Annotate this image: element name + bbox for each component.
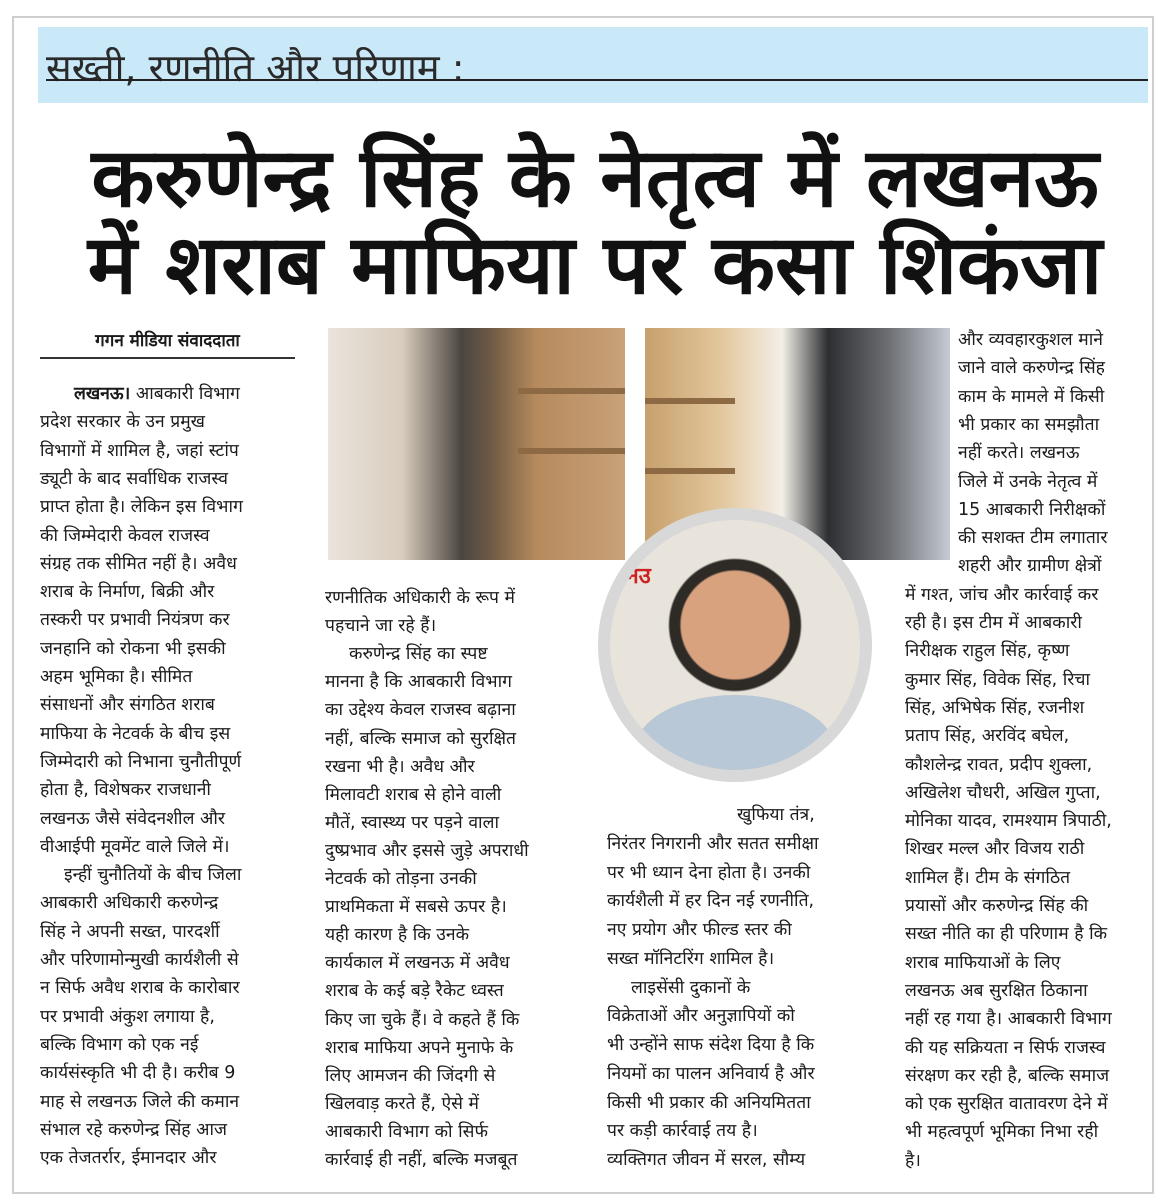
article-line: 15 आबकारी निरीक्षकों xyxy=(958,499,1106,520)
kicker-text: सख्ती, रणनीति और परिणाम : xyxy=(46,46,465,90)
article-line: प्राथमिकता में सबसे ऊपर है। xyxy=(325,897,507,918)
article-line: माफिया के नेटवर्क के बीच इस xyxy=(40,723,231,744)
article-line: बल्कि विभाग को एक नई xyxy=(40,1034,199,1055)
liquor-shop-inspection-photo xyxy=(328,328,625,560)
article-line: काम के मामले में किसी xyxy=(958,386,1105,407)
article-line: विक्रेताओं और अनुज्ञापियों को xyxy=(607,1006,795,1027)
background-sign-text: ब्रनउ xyxy=(614,564,651,589)
article-line: सख्त नीति का ही परिणाम है कि xyxy=(905,924,1108,945)
article-line: नहीं रह गया है। आबकारी विभाग xyxy=(905,1009,1112,1030)
portrait-shirt xyxy=(635,695,835,770)
article-line: खिलवाड़ करते हैं, ऐसे में xyxy=(325,1093,479,1114)
article-line: कौशलेन्द्र रावत, प्रदीप शुक्ला, xyxy=(905,754,1093,775)
article-line: व्यक्तिगत जीवन में सरल, सौम्य xyxy=(607,1150,806,1170)
article-line: शराब के कई बड़े रैकेट ध्वस्त xyxy=(325,981,504,1002)
article-line: वीआईपी मूवमेंट वाले जिले में। xyxy=(40,836,230,857)
article-line: नहीं करते। लखनऊ xyxy=(958,443,1080,464)
article-line: भी महत्वपूर्ण भूमिका निभा रही xyxy=(905,1122,1099,1143)
article-line: शहरी और ग्रामीण क्षेत्रों xyxy=(958,556,1102,577)
article-line: सिंह, अभिषेक सिंह, रजनीश xyxy=(905,697,1085,718)
article-line: नियमों का पालन अनिवार्य है और xyxy=(607,1063,815,1084)
kicker-rule xyxy=(46,79,1148,81)
article-line: है। xyxy=(905,1150,921,1171)
article-line: पर प्रभावी अंकुश लगाया है, xyxy=(40,1006,215,1027)
kicker-band xyxy=(38,27,1148,103)
article-line: और परिणामोन्मुखी कार्यशैली से xyxy=(40,950,239,970)
article-line: शराब माफिया अपने मुनाफे के xyxy=(325,1037,514,1058)
article-line: लाइसेंसी दुकानों के xyxy=(631,977,751,998)
shelf xyxy=(518,388,625,394)
article-line: पर कड़ी कार्रवाई तय है। xyxy=(607,1121,758,1142)
article-line: शिखर मल्ल और विजय राठी xyxy=(905,839,1085,860)
article-line: शामिल हैं। टीम के संगठित xyxy=(905,867,1071,888)
article-line: लिए आमजन की जिंदगी से xyxy=(325,1065,496,1086)
article-line: खुफिया तंत्र, xyxy=(737,805,815,825)
article-line: कार्यसंस्कृति भी दी है। करीब 9 xyxy=(40,1063,236,1084)
portrait-image xyxy=(610,520,860,770)
shelf xyxy=(645,398,735,404)
officer-portrait xyxy=(598,508,872,782)
article-line: करुणेन्द्र सिंह का स्पष्ट xyxy=(349,644,488,665)
article-line: निरंतर निगरानी और सतत समीक्षा xyxy=(607,833,819,854)
dateline: लखनऊ। xyxy=(74,384,131,404)
article-line: नहीं, बल्कि समाज को सुरक्षित xyxy=(325,728,517,749)
article-line: को एक सुरक्षित वातावरण देने में xyxy=(905,1094,1108,1115)
article-line: की जिम्मेदारी केवल राजस्व xyxy=(40,525,210,546)
article-line: प्रयासों और करुणेन्द्र सिंह की xyxy=(905,896,1089,916)
article-line: रणनीतिक अधिकारी के रूप में xyxy=(325,588,516,608)
article-line: पर भी ध्यान देना होता है। उनकी xyxy=(607,862,811,883)
article-line: का उद्देश्य केवल राजस्व बढ़ाना xyxy=(325,700,516,721)
article-line: लखनऊ अब सुरक्षित ठिकाना xyxy=(905,980,1088,1001)
article-line: रही है। इस टीम में आबकारी xyxy=(905,613,1082,633)
headline-line-1: करुणेन्द्र सिंह के नेतृत्व में लखनऊ xyxy=(91,131,1099,226)
article-line: प्रदेश सरकार के उन प्रमुख xyxy=(40,412,205,433)
article-line: माह से लखनऊ जिले की कमान xyxy=(40,1091,240,1112)
article-line: मानना है कि आबकारी विभाग xyxy=(325,672,512,693)
article-line: जिले में उनके नेतृत्व में xyxy=(958,471,1098,492)
article-line: प्रताप सिंह, अरविंद बघेल, xyxy=(905,726,1070,747)
article-line: रखना भी है। अवैध और xyxy=(325,756,475,777)
article-line: मौतें, स्वास्थ्य पर पड़ने वाला xyxy=(325,812,499,833)
article-line: यही कारण है कि उनके xyxy=(325,925,470,946)
article-line: नेटवर्क को तोड़ना उनकी xyxy=(325,869,477,889)
article-line: की सशक्त टीम लगातार xyxy=(958,528,1108,549)
article-line: शराब माफियाओं के लिए xyxy=(905,952,1061,973)
article-line: तस्करी पर प्रभावी नियंत्रण कर xyxy=(40,610,230,631)
article-line: सख्त मॉनिटरिंग शामिल है। xyxy=(607,948,775,969)
article-line: शराब के निर्माण, बिक्री और xyxy=(40,582,215,603)
article-line: कुमार सिंह, विवेक सिंह, रिचा xyxy=(905,669,1091,690)
shelf xyxy=(645,468,735,474)
article-line: कार्रवाई ही नहीं, बल्कि मजबूत xyxy=(325,1150,518,1170)
article-line: लखनऊ। आबकारी विभाग xyxy=(74,384,240,404)
article-line: दुष्प्रभाव और इससे जुड़े अपराधी xyxy=(325,840,529,861)
article-line: जाने वाले करुणेन्द्र सिंह xyxy=(958,358,1105,379)
article-line: निरीक्षक राहुल सिंह, कृष्ण xyxy=(905,641,1070,662)
article-line: किए जा चुके हैं। वे कहते हैं कि xyxy=(325,1009,520,1030)
article-line: आबकारी अधिकारी करुणेन्द्र xyxy=(40,893,219,914)
article-line: ड्यूटी के बाद सर्वाधिक राजस्व xyxy=(40,468,228,489)
article-line: कार्यशैली में हर दिन नई रणनीति, xyxy=(607,891,815,912)
article-line: संरक्षण कर रही है, बल्कि समाज xyxy=(905,1065,1110,1086)
article-line: प्राप्त होता है। लेकिन इस विभाग xyxy=(40,497,243,518)
article-line: संभाल रहे करुणेन्द्र सिंह आज xyxy=(40,1119,228,1140)
shelf xyxy=(518,448,625,454)
article-line: संसाधनों और संगठित शराब xyxy=(40,695,215,716)
article-line: जिम्मेदारी को निभाना चुनौतीपूर्ण xyxy=(40,751,242,772)
article-line: में गश्त, जांच और कार्रवाई कर xyxy=(905,584,1099,605)
article-line: न सिर्फ अवैध शराब के कारोबार xyxy=(40,978,240,999)
article-line: और व्यवहारकुशल माने xyxy=(958,330,1103,350)
article-line: अखिलेश चौधरी, अखिल गुप्ता, xyxy=(905,782,1101,803)
article-line: अहम भूमिका है। सीमित xyxy=(40,667,193,687)
article-line: मोनिका यादव, रामश्याम त्रिपाठी, xyxy=(905,811,1112,832)
article-line: इन्हीं चुनौतियों के बीच जिला xyxy=(64,865,242,886)
article-line: लखनऊ जैसे संवेदनशील और xyxy=(40,808,226,829)
article-line: आबकारी विभाग को सिर्फ xyxy=(325,1121,489,1142)
article-line: किसी भी प्रकार की अनियमितता xyxy=(607,1092,811,1113)
article-line: विभागों में शामिल है, जहां स्टांप xyxy=(40,440,239,461)
byline: गगन मीडिया संवाददाता xyxy=(40,328,295,359)
article-line: भी उन्होंने साफ संदेश दिया है कि xyxy=(607,1035,815,1055)
article-line: होता है, विशेषकर राजधानी xyxy=(40,780,211,801)
article-line: मिलावटी शराब से होने वाली xyxy=(325,784,502,805)
article-line: भी प्रकार का समझौता xyxy=(958,414,1100,435)
article-line: पहचाने जा रहे हैं। xyxy=(325,616,437,637)
article-line: नए प्रयोग और फील्ड स्तर की xyxy=(607,920,792,940)
article-line: संग्रह तक सीमित नहीं है। अवैध xyxy=(40,553,237,574)
article-line: की यह सक्रियता न सिर्फ राजस्व xyxy=(905,1037,1106,1058)
headline-line-2: में शराब माफिया पर कसा शिकंजा xyxy=(87,218,1103,313)
article-line: जनहानि को रोकना भी इसकी xyxy=(40,638,226,659)
article-line: एक तेजतर्रार, ईमानदार और xyxy=(40,1148,217,1169)
article-line: कार्यकाल में लखनऊ में अवैध xyxy=(325,953,510,974)
article-line: सिंह ने अपनी सख्त, पारदर्शी xyxy=(40,921,220,942)
